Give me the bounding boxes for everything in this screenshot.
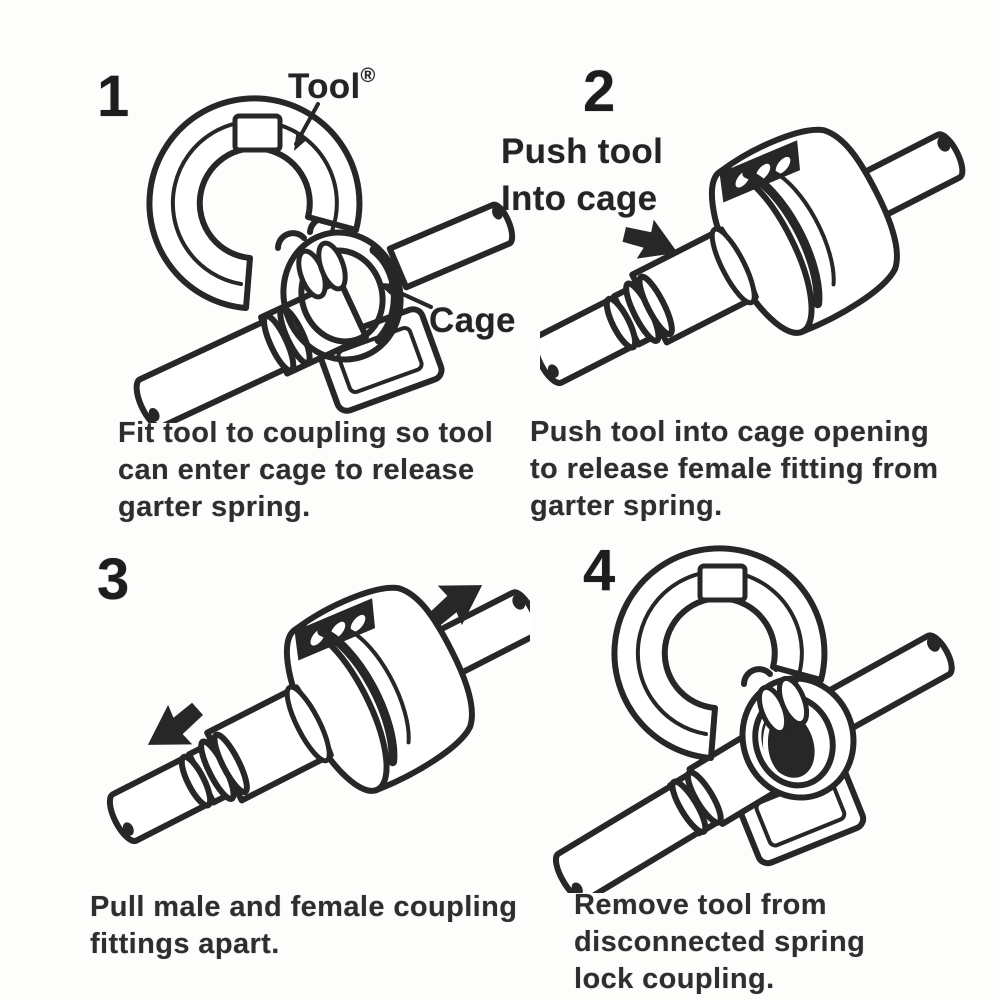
caption-line: garter spring. — [530, 490, 723, 522]
caption-line: Pull male and female coupling — [90, 891, 518, 923]
step-4-number: 4 — [583, 538, 616, 603]
tool-label-text: Tool — [288, 67, 361, 106]
step-4-caption — [574, 887, 865, 998]
step-2-illustration — [540, 115, 980, 415]
step-1-caption — [118, 415, 493, 526]
caption-line: disconnected spring — [574, 926, 866, 958]
step-3-caption — [90, 889, 517, 963]
caption-line: can enter cage to release — [118, 454, 475, 486]
step-1-illustration — [80, 78, 530, 423]
caption-line: Remove tool from — [574, 889, 827, 921]
push-label-line: Into cage — [501, 179, 658, 218]
push-label-line: Push tool — [501, 132, 664, 171]
caption-line: Fit tool to coupling so tool — [118, 417, 494, 449]
step-3-illustration — [75, 555, 530, 885]
caption-line: to release female fitting from — [530, 453, 939, 485]
caption-line: lock coupling. — [574, 963, 775, 995]
caption-line: fittings apart. — [90, 928, 280, 960]
female-fitting-tube — [390, 202, 517, 288]
coupled-assembly — [540, 115, 980, 415]
caption-line: Push tool into cage opening — [530, 416, 930, 448]
registered-mark: ® — [360, 65, 376, 87]
cage-label: Cage — [429, 301, 516, 340]
tool-hinge-notch — [235, 116, 280, 150]
step-4-illustration — [548, 538, 998, 893]
tool-hinge-notch — [700, 566, 745, 600]
step-3-number: 3 — [97, 547, 130, 612]
caption-line: garter spring. — [118, 491, 311, 523]
step-1-number: 1 — [97, 64, 130, 129]
step-2-number: 2 — [583, 59, 616, 124]
step-2-caption — [530, 414, 938, 525]
